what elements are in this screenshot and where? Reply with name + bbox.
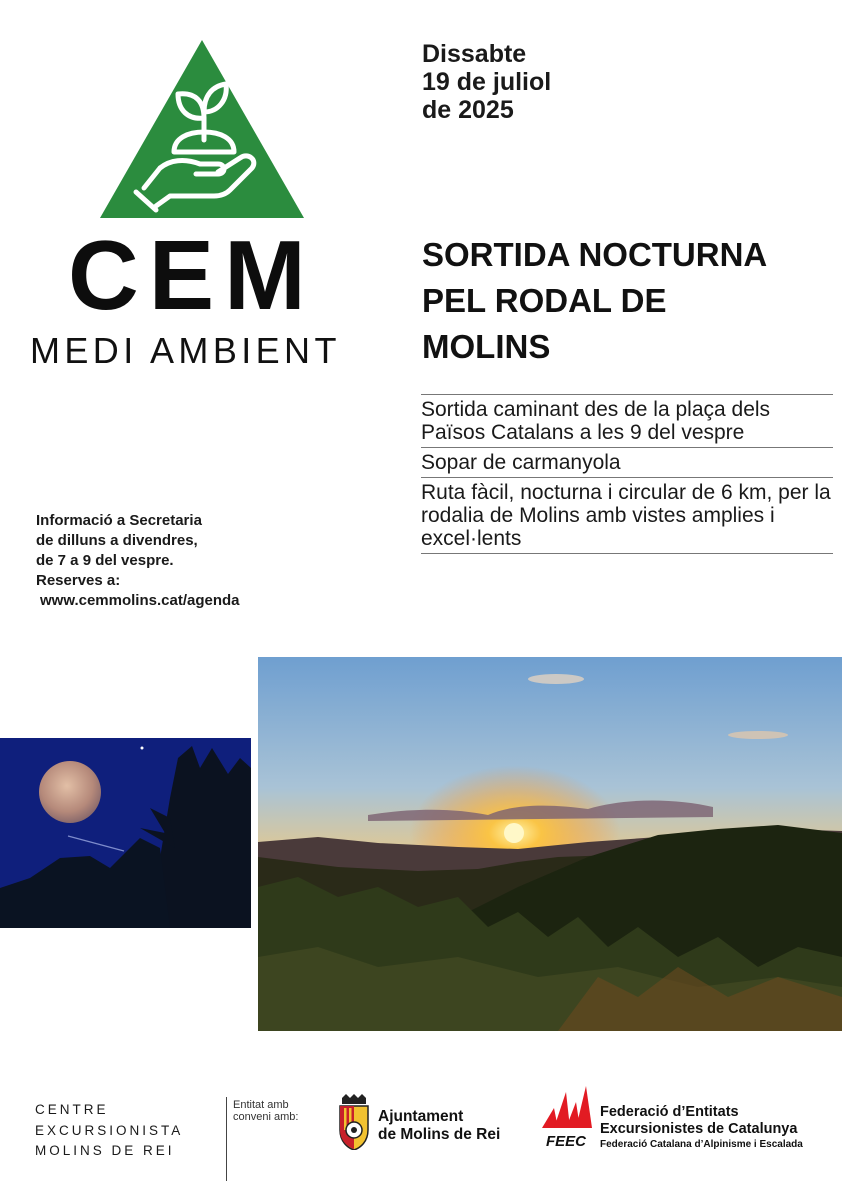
feec-name (600, 1104, 803, 1151)
detail-item-route: Ruta fàcil, nocturna i circular de 6 km, per la rodalia de Molins amb vistes amplies i excel·lents (421, 478, 833, 554)
agreement-line-1: Entitat amb (233, 1099, 289, 1111)
sunset-landscape-photo (258, 657, 842, 1031)
info-line-2: de dilluns a divendres, (36, 532, 198, 549)
info-line-1: Informació a Secretaria (36, 512, 202, 529)
detail-item-departure: Sortida caminant des de la plaça dels Països Catalans a les 9 del vespre (421, 395, 833, 448)
event-details-list (421, 394, 833, 554)
detail-item-dinner: Sopar de carmanyola (421, 448, 833, 478)
reservations-url[interactable]: www.cemmolins.cat/agenda (40, 592, 240, 609)
club-line-3: MOLINS DE REI (35, 1143, 175, 1158)
date-day-month: 19 de juliol (422, 68, 552, 96)
title-line-1: SORTIDA NOCTURNA (422, 236, 768, 273)
feec-line-3: Federació Catalana d’Alpinisme i Escalada (600, 1139, 803, 1150)
feec-logo-icon (536, 1086, 596, 1150)
event-title (422, 232, 822, 370)
agreement-line-2: conveni amb: (233, 1111, 299, 1123)
contact-info (36, 511, 240, 611)
info-line-4: Reserves a: (36, 572, 121, 589)
ajuntament-name (378, 1108, 500, 1144)
agreement-label (233, 1099, 298, 1123)
club-name (35, 1100, 183, 1162)
footer-divider (226, 1097, 227, 1181)
logo-brand-text: CEM (68, 220, 316, 330)
ajuntament-shield-icon (336, 1094, 372, 1150)
cem-logo-triangle (100, 40, 304, 218)
info-line-3: de 7 a 9 del vespre. (36, 552, 174, 569)
date-year: de 2025 (422, 96, 514, 124)
club-line-2: EXCURSIONISTA (35, 1122, 184, 1138)
logo-subtitle-text: MEDI AMBIENT (30, 330, 341, 371)
title-line-2: PEL RODAL DE (422, 282, 667, 319)
feec-abbr: FEEC (545, 1133, 587, 1150)
club-line-1: CENTRE (35, 1102, 109, 1117)
date-weekday: Dissabte (422, 40, 527, 68)
ajuntament-line-2: de Molins de Rei (378, 1126, 501, 1143)
title-line-3: MOLINS (422, 328, 551, 365)
feec-line-1: Federació d’Entitats (600, 1104, 739, 1120)
feec-line-2: Excursionistes de Catalunya (600, 1121, 798, 1137)
event-date (422, 40, 551, 124)
moon-night-photo (0, 738, 251, 928)
ajuntament-line-1: Ajuntament (378, 1108, 464, 1125)
